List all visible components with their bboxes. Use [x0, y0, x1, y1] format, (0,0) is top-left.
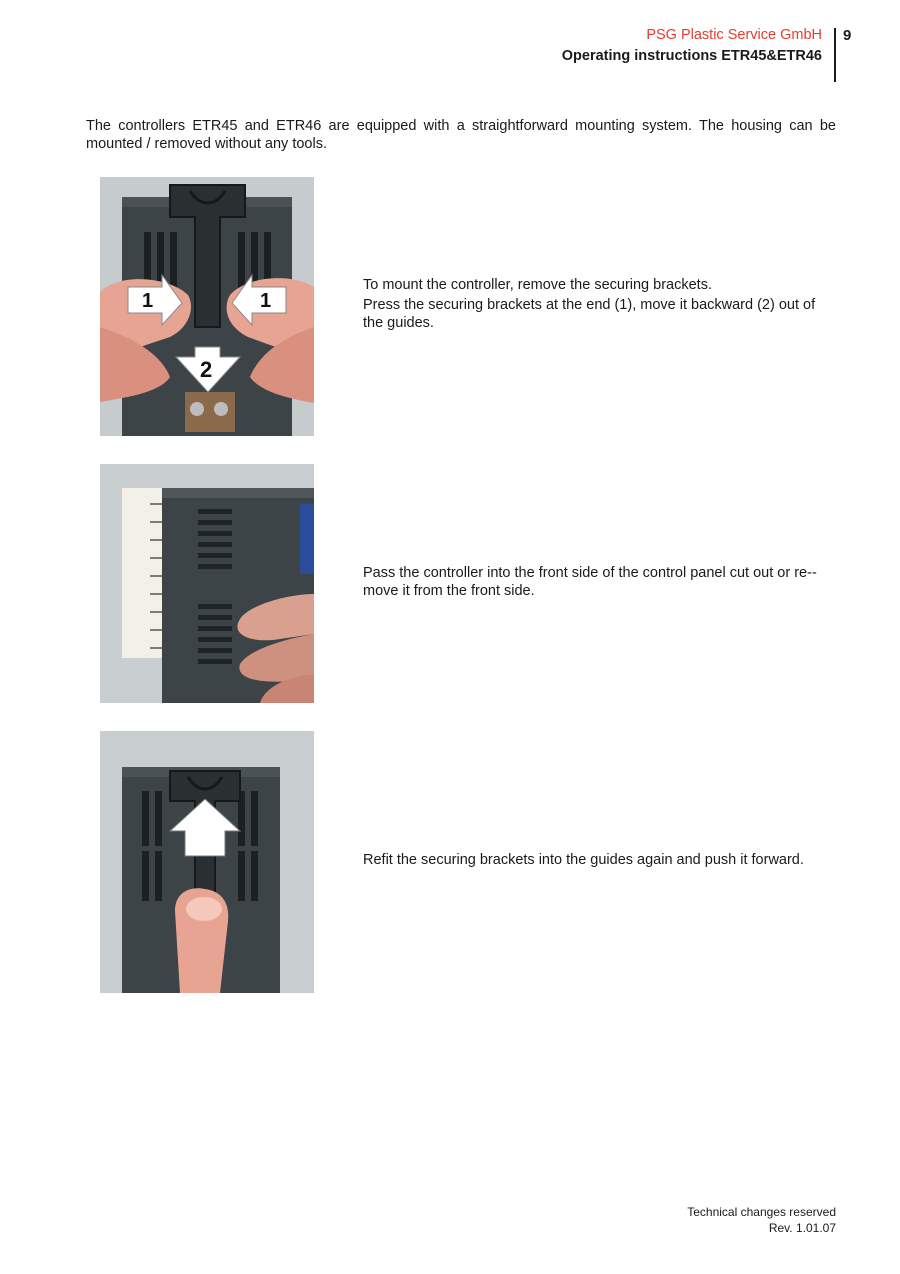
- step-3-line-1: Refit the securing brackets into the guides again and push it forward.: [363, 852, 804, 868]
- photo-label-1-left: 1: [142, 290, 154, 312]
- header-divider: [834, 28, 836, 82]
- photo-refit-brackets: [100, 731, 314, 993]
- intro-paragraph: The controllers ETR45 and ETR46 are equipped with a straightforward mounting system. The housing can be mounted / removed without any tools.: [86, 118, 836, 152]
- photo-insert-controller: [100, 464, 314, 703]
- footer-revision: Rev. 1.01.07: [768, 1221, 836, 1235]
- step-2-text: [363, 564, 838, 602]
- step-2-line-1: Pass the controller into the front side of the control panel cut out or re-- move it from the front side.: [363, 565, 817, 599]
- footer: [687, 1204, 836, 1236]
- step-1-text: [363, 276, 838, 334]
- header-company: PSG Plastic Service GmbH: [646, 27, 822, 43]
- page-number: 9: [843, 27, 852, 44]
- step-1-line-2: Press the securing brackets at the end (1), move it backward (2) out of the guides.: [363, 297, 816, 331]
- step-3-text: [363, 851, 838, 871]
- photo-label-2: 2: [200, 357, 213, 382]
- header-title: Operating instructions ETR45&ETR46: [561, 48, 822, 64]
- footer-changes-note: Technical changes reserved: [687, 1205, 836, 1219]
- step-1-line-1: To mount the controller, remove the securing brackets.: [363, 277, 712, 293]
- photo-label-1-right: 1: [260, 290, 272, 312]
- photo-remove-brackets: [100, 177, 314, 436]
